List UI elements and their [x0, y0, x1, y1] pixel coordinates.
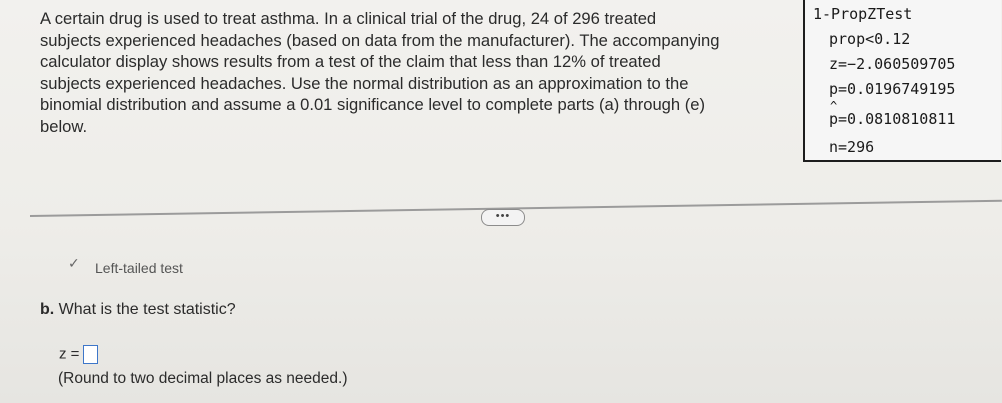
problem-line: calculator display shows results from a test of the claim that less than 12% of treated [40, 52, 661, 72]
problem-statement [40, 8, 800, 138]
problem-line: subjects experienced headaches (based on data from the manufacturer). The accompanying [40, 30, 720, 50]
calculator-display [803, 0, 1001, 162]
calc-p: p=0.0196749195 [829, 80, 956, 98]
question-text: What is the test statistic? [58, 301, 236, 318]
previous-answer-text [95, 258, 183, 267]
calc-n: n=296 [829, 138, 875, 156]
calc-prop: prop<0.12 [829, 30, 911, 48]
problem-line: below. [40, 116, 88, 136]
phat-symbol: ^ p [829, 110, 838, 128]
rounding-hint: (Round to two decimal places as needed.) [58, 370, 348, 387]
calc-z: z=−2.060509705 [829, 55, 956, 73]
z-answer-input[interactable] [83, 345, 98, 364]
problem-line: binomial distribution and assume a 0.01 significance level to complete parts (a) through (e) [40, 95, 706, 115]
calc-title: 1-PropZTest [813, 5, 913, 23]
problem-line: subjects experienced headaches. Use the normal distribution as an approximation to the [40, 73, 689, 93]
problem-line: A certain drug is used to treat asthma. In a clinical trial of the drug, 24 of 296 treated [40, 9, 657, 28]
checkmark-icon: ✓ [68, 255, 80, 271]
expand-more-button[interactable]: ••• [481, 209, 525, 226]
answer-row [59, 345, 98, 364]
phat-value: =0.0810810811 [838, 110, 956, 128]
calc-phat [829, 110, 955, 128]
z-label: z = [59, 345, 80, 363]
question-b [40, 301, 236, 319]
question-part-label: b. [40, 301, 55, 318]
